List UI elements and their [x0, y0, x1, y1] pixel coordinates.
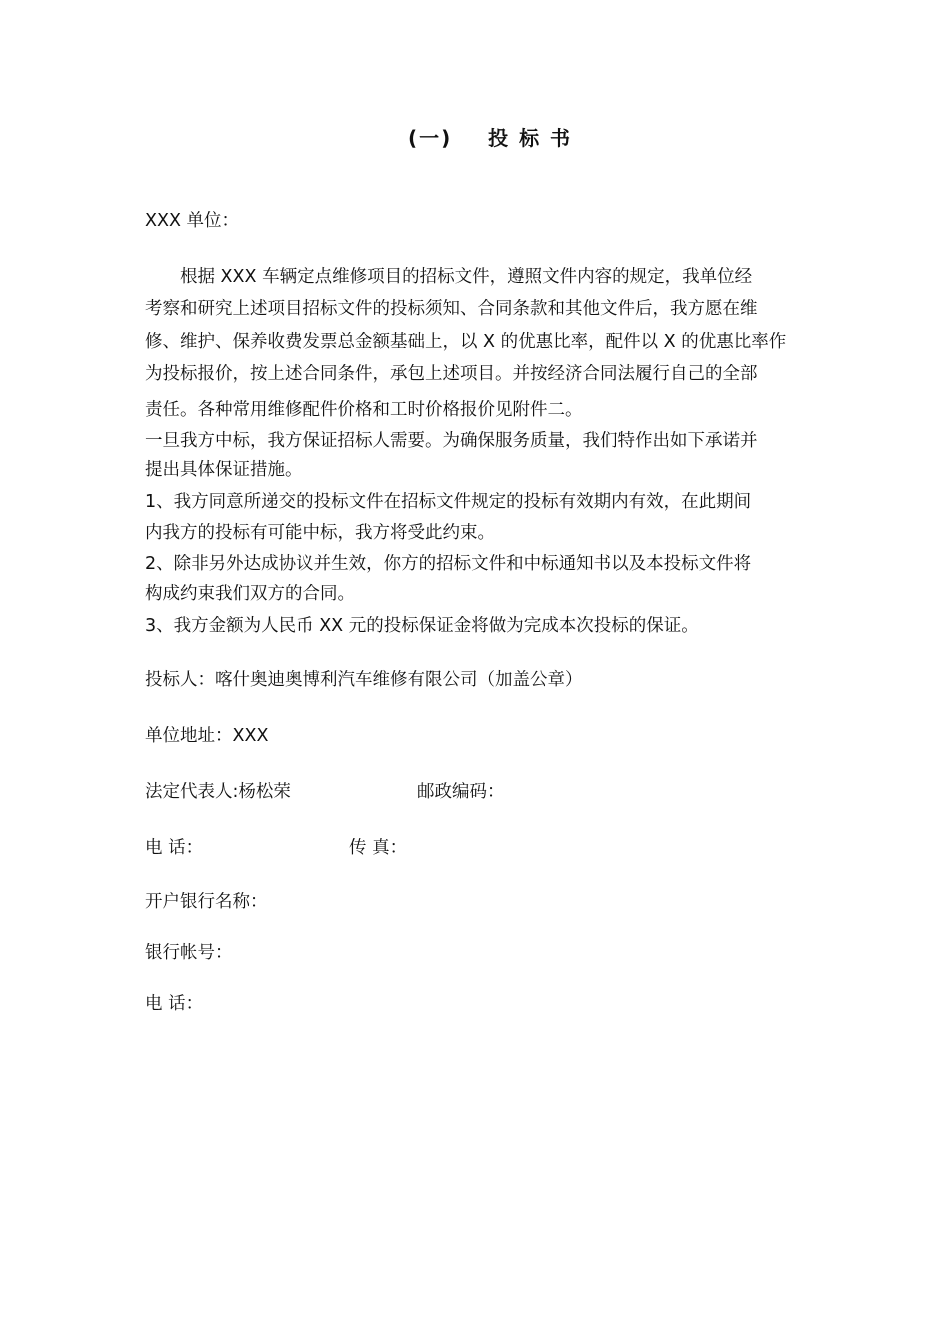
bank-account-field: 银行帐号：: [145, 943, 233, 963]
body-line: 3、我方金额为人民币 XX 元的投标保证金将做为完成本次投标的保证。: [145, 616, 699, 636]
document-title: (一) 投 标 书: [407, 126, 573, 150]
address-field: 单位地址：XXX: [145, 726, 269, 746]
postal-code-field: 邮政编码：: [417, 782, 505, 802]
body-line: 提出具体保证措施。: [145, 460, 303, 480]
bank-name-field: 开户银行名称：: [145, 892, 268, 912]
body-line: 一旦我方中标，我方保证招标人需要。为确保服务质量，我们特作出如下承诺并: [145, 431, 758, 451]
body-line: 为投标报价，按上述合同条件，承包上述项目。并按经济合同法履行自己的全部: [145, 364, 758, 384]
addressee: XXX 单位：: [145, 211, 240, 231]
phone-field: 电 话：: [145, 838, 204, 858]
body-line: 2、除非另外达成协议并生效，你方的招标文件和中标通知书以及本投标文件将: [145, 554, 752, 574]
fax-field: 传 真：: [349, 838, 408, 858]
phone2-field: 电 话：: [145, 994, 204, 1014]
body-line: 修、维护、保养收费发票总金额基础上，以 X 的优惠比率，配件以 X 的优惠比率作: [145, 332, 787, 352]
body-line: 责任。各种常用维修配件价格和工时价格报价见附件二。: [145, 400, 583, 420]
body-line: 考察和研究上述项目招标文件的投标须知、合同条款和其他文件后，我方愿在维: [145, 299, 758, 319]
legal-rep-field: 法定代表人:杨松荣: [145, 782, 291, 802]
body-line: 1、我方同意所递交的投标文件在招标文件规定的投标有效期内有效，在此期间: [145, 492, 752, 512]
body-line: 根据 XXX 车辆定点维修项目的招标文件，遵照文件内容的规定，我单位经: [145, 267, 753, 287]
bidder-field: 投标人：喀什奥迪奥博利汽车维修有限公司（加盖公章）: [145, 670, 583, 690]
body-line: 构成约束我们双方的合同。: [145, 584, 355, 604]
body-line: 内我方的投标有可能中标，我方将受此约束。: [145, 523, 495, 543]
